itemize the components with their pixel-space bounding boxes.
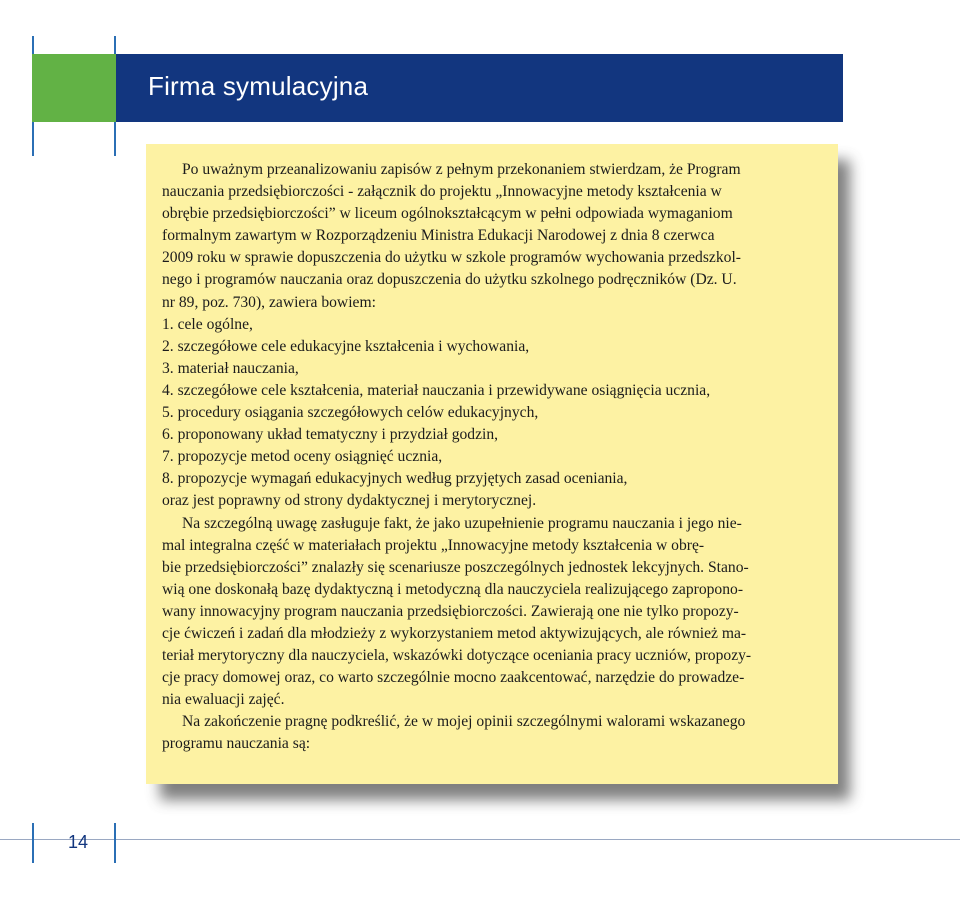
- list-item: 2. szczegółowe cele edukacyjne kształcenia i wychowania,: [162, 337, 530, 355]
- list-item: 8. propozycje wymagań edukacyjnych według przyjętych zasad oceniania,: [162, 470, 628, 488]
- intro-paragraph: [162, 159, 822, 314]
- page-number: 14: [68, 832, 89, 852]
- paragraph-line: Na szczególną uwagę zasługuje fakt, że jako uzupełnienie programu nauczania i jego nie-: [182, 514, 742, 532]
- list-item: 4. szczegółowe cele kształcenia, materiał nauczania i przewidywane osiągnięcia ucznia,: [162, 381, 711, 399]
- list-closing-line: oraz jest poprawny od strony dydaktycznej i merytorycznej.: [162, 492, 537, 510]
- intro-line: nego i programów nauczania oraz dopuszczenia do użytku szkolnego podręczników (Dz. U.: [162, 271, 737, 289]
- list-item: 6. proponowany układ tematyczny i przydział godzin,: [162, 426, 499, 444]
- intro-line: 2009 roku w sprawie dopuszczenia do użytku w szkole programów wychowania przedszkol-: [162, 249, 741, 267]
- intro-line: Po uważnym przeanalizowaniu zapisów z pełnym przekonaniem stwierdzam, że Program: [182, 161, 741, 178]
- paragraph-line: wany innowacyjny program nauczania przedsiębiorczości. Zawierają one nie tylko propozy-: [162, 602, 739, 620]
- list-item: 7. propozycje metod oceny osiągnięć ucznia,: [162, 448, 443, 466]
- paragraph-line: cje pracy domowej oraz, co warto szczególnie mocno zaakcentować, narzędzie do prowadze-: [162, 669, 745, 687]
- list-item: 1. cele ogólne,: [162, 315, 253, 333]
- requirements-list: [162, 314, 822, 491]
- paragraph-3: [162, 711, 822, 755]
- paragraph-line: cje ćwiczeń i zadań dla młodzieży z wykorzystaniem metod aktywizujących, ale również ma-: [162, 624, 747, 642]
- list-item: 3. materiał nauczania,: [162, 359, 299, 377]
- header-accent-block: [32, 54, 116, 122]
- paragraph-line: bie przedsiębiorczości” znalazły się scenariusze poszczególnych jednostek lekcyjnych. Stano-: [162, 558, 749, 576]
- intro-line: obrębie przedsiębiorczości” w liceum ogólnokształcącym w pełni odpowiada wymaganiom: [162, 205, 733, 223]
- paragraph-line: teriał merytoryczny dla nauczyciela, wskazówki dotyczące oceniania pracy uczniów, propozy-: [162, 647, 752, 665]
- page-title: Firma symulacyjna: [148, 71, 369, 101]
- paragraph-line: mal integralna część w materiałach projektu „Innowacyjne metody kształcenia w obrę-: [162, 536, 705, 554]
- footer-rule: [0, 839, 960, 840]
- intro-line: nr 89, poz. 730), zawiera bowiem:: [162, 293, 376, 311]
- intro-line: formalnym zawartym w Rozporządzeniu Ministra Edukacji Narodowej z dnia 8 czerwca: [162, 227, 715, 245]
- paragraph-line: wią one doskonałą bazę dydaktyczną i metodyczną dla nauczyciela realizującego zapropono-: [162, 580, 744, 598]
- paragraph-line: Na zakończenie pragnę podkreślić, że w mojej opinii szczególnymi walorami wskazanego: [182, 713, 746, 731]
- note-text: [162, 159, 822, 756]
- paragraph-line: programu nauczania są:: [162, 735, 311, 753]
- paragraph-line: nia ewaluacji zajęć.: [162, 691, 285, 709]
- list-item: 5. procedury osiągania szczegółowych celów edukacyjnych,: [162, 404, 539, 422]
- paragraph-2: [162, 513, 822, 712]
- intro-line: nauczania przedsiębiorczości - załącznik do projektu „Innowacyjne metody kształcenia w: [162, 183, 722, 201]
